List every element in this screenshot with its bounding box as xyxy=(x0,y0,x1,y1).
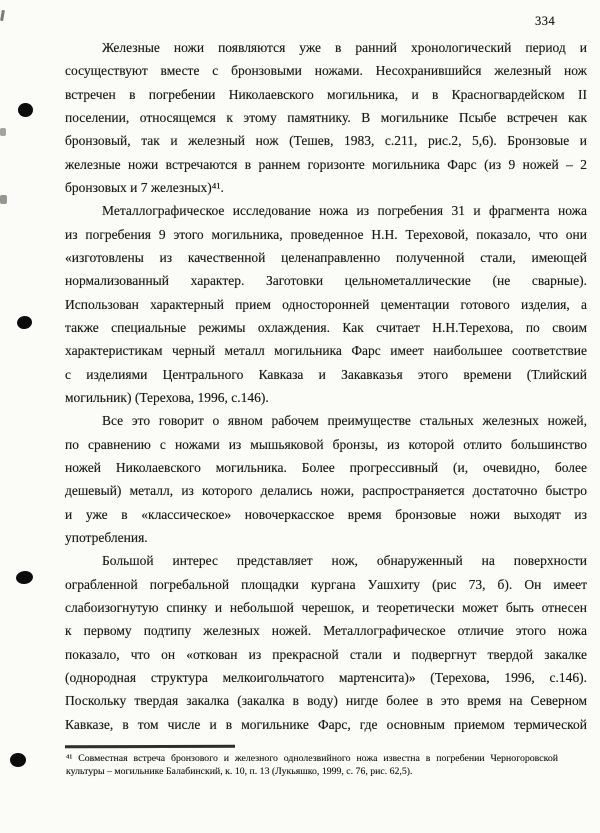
text-line: Кавказе, в том числе и в могильнике Фарс, где основным приемом термической xyxy=(65,716,587,732)
text-line: показало, что он «откован из прекрасной стали и подвергнут твердой закалке xyxy=(65,646,587,662)
footnote xyxy=(66,752,558,778)
footnote-line: ⁴¹ Совместная встреча бронзового и железного однолезвийного ножа известна в погребении Черногоровской xyxy=(66,753,558,764)
text-line: Все это говорит о явном рабочем преимуществе стальных железных ножей, xyxy=(102,413,587,429)
text-line: ножей Николаевского могильника. Более прогрессивный (и, очевидно, более xyxy=(65,459,587,475)
text-line: могильник) (Терехова, 1996, с.146). xyxy=(65,389,269,405)
paragraph xyxy=(65,549,587,736)
scan-smudge-artifact xyxy=(0,10,5,21)
scan-smudge-artifact xyxy=(0,128,6,136)
text-line: (однородная структура мелкоигольчатого мартенсита)» (Терехова, 1996, с.146). xyxy=(65,669,587,685)
text-line: к первому подтипу железных ножей. Металлографическое отличие этого ножа xyxy=(65,623,587,639)
text-line: Поскольку твердая закалка (закалка в воду) нигде более в это время на Северном xyxy=(65,693,587,709)
text-line: слабоизогнутую спинку и небольшой черешок, и теоретически может быть отнесен xyxy=(65,599,587,615)
text-line: Большой интерес представляет нож, обнаруженный на поверхности xyxy=(102,553,587,569)
text-line: бронзовых и 7 железных)⁴¹. xyxy=(65,179,224,195)
text-line: нормализованный характер. Заготовки цельнометаллические (не сварные). xyxy=(65,273,587,289)
text-line: сосуществуют вместе с бронзовыми ножами. Несохранившийся железный нож xyxy=(65,63,587,79)
paragraph xyxy=(65,199,587,409)
text-line: Железные ножи появляются уже в ранний хронологический период и xyxy=(102,40,587,55)
body-text xyxy=(65,36,587,736)
text-line: ограбленной погребальной площадки кургана Уашхиту (рис 73, б). Он имеет xyxy=(65,576,587,592)
text-line: характеристикам черный металл могильника Фарс имеет наибольшее соответствие xyxy=(65,343,587,359)
text-line: с изделиями Центрального Кавказа и Закавказья этого времени (Тлийский xyxy=(65,366,587,382)
text-line: поселении, относящемся к этому памятнику. В могильнике Псыбе встречен как xyxy=(65,109,587,125)
text-line: по сравнению с ножами из мышьяковой бронзы, из которой отлито большинство xyxy=(65,436,587,452)
text-line: «изготовлены из качественной целенаправленно полученной стали, имеющей xyxy=(65,249,587,265)
text-line: железные ножи встречаются в раннем горизонте могильника Фарс (из 9 ножей – 2 xyxy=(65,156,587,172)
text-line: дешевый) металл, из которого делались ножи, распространяется достаточно быстро xyxy=(65,483,587,499)
text-line: Использован характерный прием односторонней цементации готового изделия, а xyxy=(65,296,587,312)
text-line: употребления. xyxy=(65,529,148,545)
scan-dot-artifact xyxy=(16,315,33,330)
text-line: из погребения 9 этого могильника, проведенное Н.Н. Тереховой, показало, что они xyxy=(65,226,587,242)
footnote-line: культуры – могильнике Балабинский, к. 10, п. 13 (Лукьяшко, 1999, с. 76, рис. 62,5). xyxy=(66,766,413,778)
footnote-separator xyxy=(65,745,235,749)
text-line: встречен в погребении Николаевского могильника, и в Красногвардейском II xyxy=(65,86,587,102)
paragraph xyxy=(65,409,587,549)
text-line: Металлографическое исследование ножа из погребения 31 и фрагмента ножа xyxy=(102,203,587,219)
scan-dot-artifact xyxy=(10,753,26,767)
scan-dot-artifact xyxy=(15,570,34,585)
paragraph xyxy=(65,36,587,199)
scan-smudge-artifact xyxy=(0,195,7,204)
text-line: и уже в «классическое» новочеркасское время бронзовые ножи выходят из xyxy=(65,506,587,522)
scan-dot-artifact xyxy=(18,103,33,117)
text-line: бронзовый, так и железный нож (Тешев, 1983, с.211, рис.2, 5,6). Бронзовые и xyxy=(65,133,587,149)
page-number: 334 xyxy=(535,14,556,28)
text-line: также специальные режимы охлаждения. Как считает Н.Н.Терехова, по своим xyxy=(65,319,587,335)
